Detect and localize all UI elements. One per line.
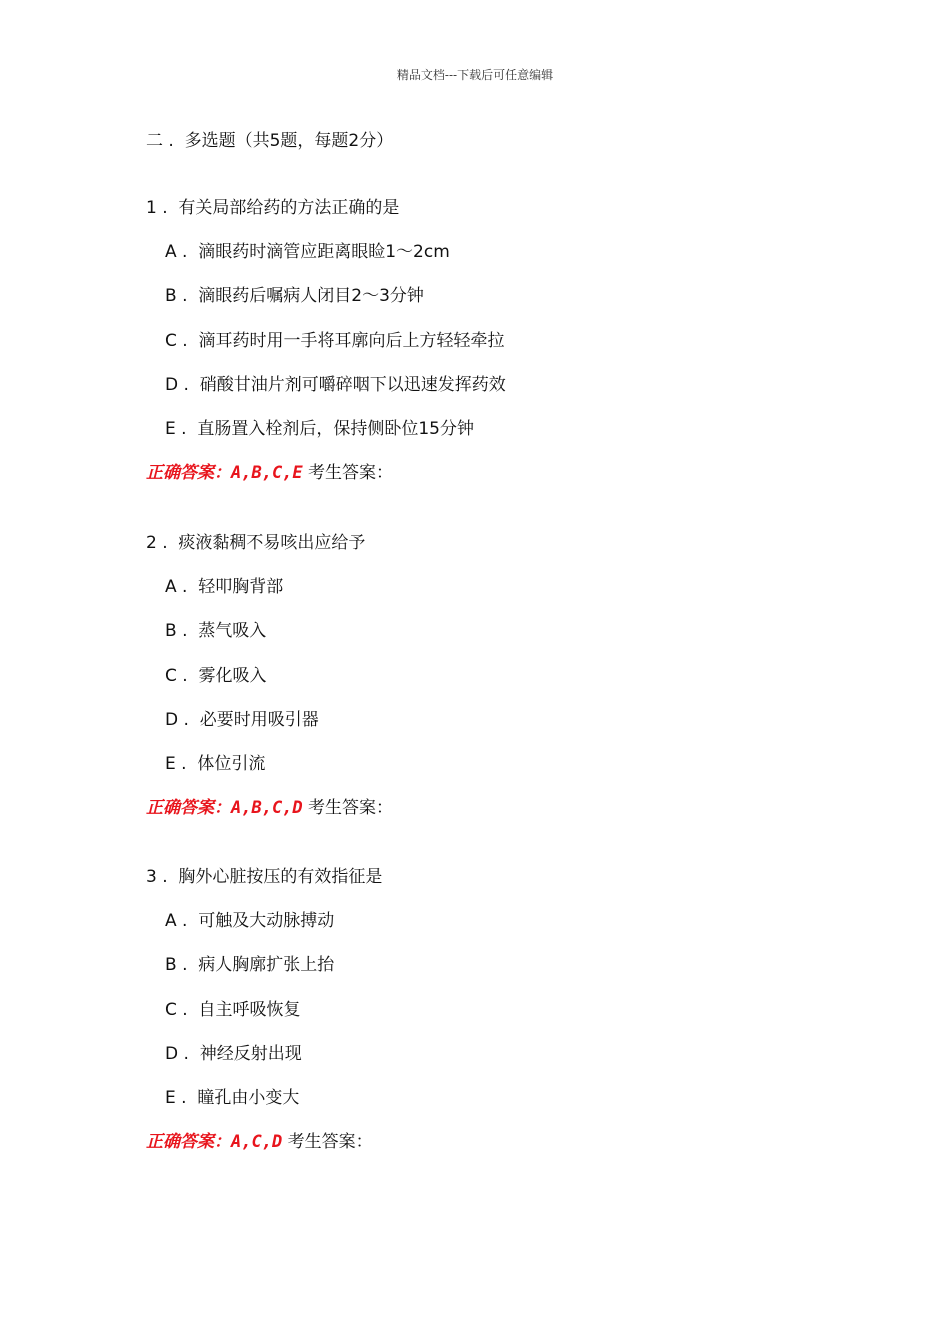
correct-answer-label: 正确答案： [146,1132,231,1152]
answer-line [146,793,393,818]
student-answer-label: 考生答案： [302,463,394,483]
option-e: E . 体位引流 [165,754,266,774]
answer-line [146,458,393,483]
correct-answer-value: A,C,D [231,1132,283,1152]
option-b: B . 病人胸廓扩张上抬 [165,955,335,975]
question-stem: 1 . 有关局部给药的方法正确的是 [146,198,400,218]
option-c: C . 雾化吸入 [165,666,267,686]
question-stem: 3 . 胸外心脏按压的有效指征是 [146,867,383,887]
correct-answer-label: 正确答案： [146,798,231,818]
option-b: B . 滴眼药后嘱病人闭目2～3分钟 [165,286,424,306]
student-answer-label: 考生答案： [302,798,394,818]
option-b: B . 蒸气吸入 [165,621,267,641]
section-title: 二 . 多选题（共5题，每题2分） [146,131,394,151]
option-a: A . 可触及大动脉搏动 [165,911,335,931]
correct-answer-value: A,B,C,E [231,463,303,483]
option-e: E . 直肠置入栓剂后，保持侧卧位15分钟 [165,419,474,439]
option-c: C . 自主呼吸恢复 [165,1000,301,1020]
page-header: 精品文档---下载后可任意编辑 [396,68,554,82]
student-answer-label: 考生答案： [282,1132,373,1152]
answer-line [146,1127,373,1152]
option-c: C . 滴耳药时用一手将耳廓向后上方轻轻牵拉 [165,331,505,351]
option-d: D . 必要时用吸引器 [165,710,319,730]
option-a: A . 轻叩胸背部 [165,577,284,597]
option-e: E . 瞳孔由小变大 [165,1088,300,1108]
correct-answer-label: 正确答案： [146,463,231,483]
question-stem: 2 . 痰液黏稠不易咳出应给予 [146,533,366,553]
option-d: D . 硝酸甘油片剂可嚼碎咽下以迅速发挥药效 [165,375,506,395]
option-a: A . 滴眼药时滴管应距离眼睑1～2cm [165,242,450,262]
option-d: D . 神经反射出现 [165,1044,302,1064]
correct-answer-value: A,B,C,D [231,798,303,818]
